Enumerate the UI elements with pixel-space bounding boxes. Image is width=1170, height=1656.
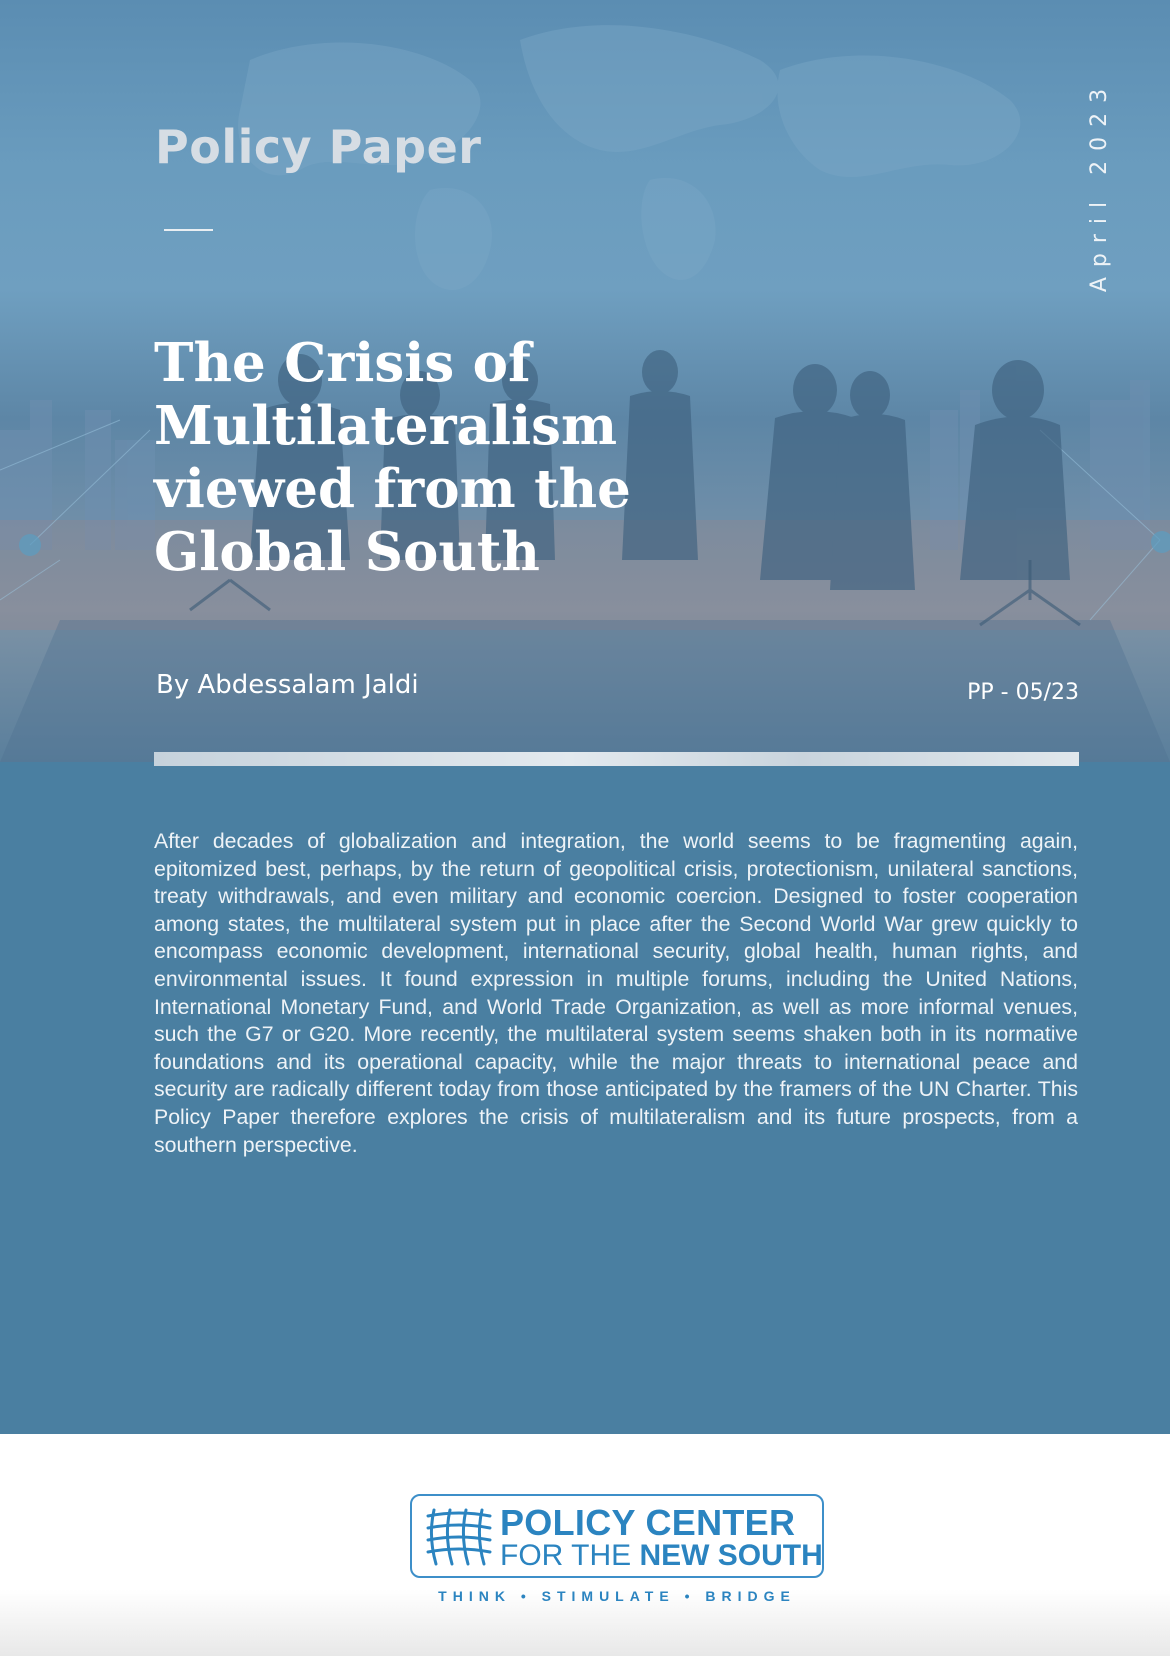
decorative-rule [164, 229, 213, 231]
globe-grid-icon [424, 1506, 494, 1568]
logo-tagline: THINK • STIMULATE • BRIDGE [438, 1588, 796, 1604]
logo-line1: POLICY CENTER [500, 1502, 796, 1543]
abstract-text: After decades of globalization and integration, the world seems to be fragmenting again, epitomized best, perhaps, by the return of geopolitical crisis, protectionism, unilateral sanctions, treaty withdrawals, and even military and economic coercion. Designed to foster cooperation among states, the multilateral system put in place after the Second World War grew quickly to encompass economic development, international security, global health, human rights, and environmental issues. It found expression in multiple forums, including the United Nations, International Monetary Fund, and World Trade Organization, as well as more informal venues, such the G7 or G20. More recently, the multilateral system seems shaken both in its normative foundations and its operational capacity, while the major threats to international peace and security are radically different today from those anticipated by the framers of the UN Charter. This Policy Paper therefore explores the crisis of multilateralism and its future prospects, from a southern perspective. [154, 829, 1078, 1157]
author-byline: By Abdessalam Jaldi [156, 670, 419, 700]
publication-date [1080, 40, 1120, 330]
paper-title: The Crisis of Multilateralism viewed from the Global South [154, 332, 631, 583]
paper-code: PP - 05/23 [967, 680, 1079, 705]
publication-date-text: April 2023 [1087, 78, 1113, 292]
logo-line2 [500, 1540, 823, 1572]
section-divider-bar [154, 752, 1079, 766]
policy-center-logo [410, 1494, 824, 1578]
hero-section [0, 0, 1170, 762]
logo-line2-prefix: FOR THE [500, 1539, 640, 1572]
document-type-label: Policy Paper [155, 120, 482, 174]
logo-line2-bold: NEW SOUTH [639, 1539, 823, 1572]
